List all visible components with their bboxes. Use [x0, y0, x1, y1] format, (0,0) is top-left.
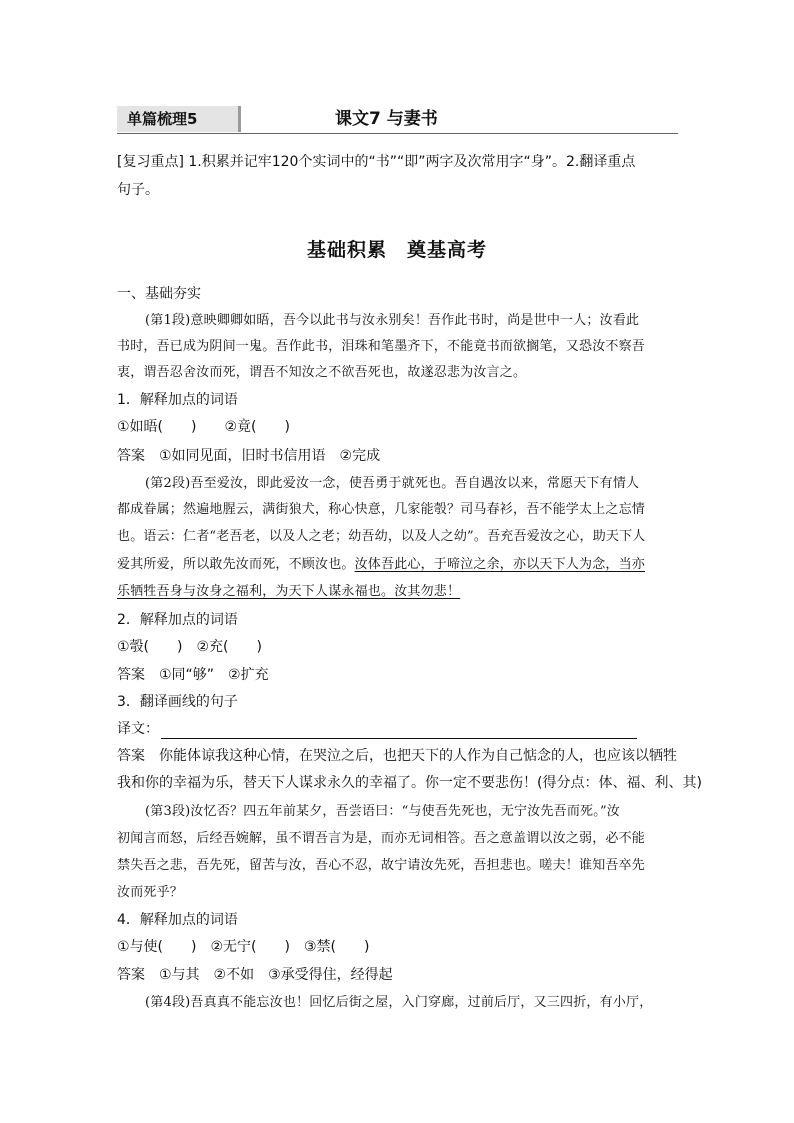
question-2-items: ①彀( ) ②充( )	[117, 639, 262, 655]
lesson-title: 课文7 与妻书	[335, 109, 438, 129]
section-tag: 单篇梳理5	[117, 106, 241, 132]
question-3-answer-line-1: 答案 你能体谅我这种心情，在哭泣之后，也把天下的人作为自己惦念的人，也应该以牺牲	[117, 748, 677, 764]
question-3-title: 3．翻译画线的句子	[117, 694, 238, 710]
question-1-title: 1．解释加点的词语	[117, 392, 238, 408]
passage-2-line-2: 都成眷属；然遍地腥云，满街狼犬，称心快意，几家能彀？司马春衫，吾不能学太上之忘情	[117, 502, 646, 517]
passage-3-line-3: 禁失吾之悲，吾先死，留苦与汝，吾心不忍，故宁请汝先死，吾担悲也。嗟夫！谁知吾卒先	[117, 858, 646, 873]
passage-2-line-3: 也。语云：仁者“老吾老，以及人之老；幼吾幼，以及人之幼”。吾充吾爱汝之心，助天下人	[117, 529, 646, 544]
passage-3-line-4: 汝而死乎？	[117, 885, 184, 900]
passage-2-line-1: (第2段)吾至爱汝，即此爱汝一念，使吾勇于就死也。吾自遇汝以来，常愿天下有情人	[145, 476, 640, 491]
underlined-sentence-part-2: 乐牺牲吾身与汝身之福利，为天下人谋永福也。汝其勿悲！	[117, 584, 461, 599]
question-2-title: 2．解释加点的词语	[117, 612, 238, 628]
passage-3-line-1: (第3段)汝忆否？四五年前某夕，吾尝语曰：“与使吾先死也，无宁汝先吾而死。”汝	[145, 804, 621, 819]
lesson-header	[117, 106, 678, 134]
passage-1-line-2: 书时，吾已成为阴间一鬼。吾作此书，泪珠和笔墨齐下，不能竟书而欲搁笔，又恐汝不察吾	[117, 339, 646, 354]
question-4-title: 4．解释加点的词语	[117, 912, 238, 928]
question-4-items: ①与使( ) ②无宁( ) ③禁( )	[117, 939, 370, 955]
question-3-answer-line-2: 我和你的幸福为乐，替天下人谋求永久的幸福了。你一定不要悲伤！(得分点：体、福、利、其)	[117, 775, 702, 791]
translation-label: 译文：	[117, 721, 159, 737]
part-heading: 一、基础夯实	[117, 286, 201, 302]
translation-answer-line[interactable]	[161, 722, 637, 739]
question-1-items: ①如晤( ) ②竟( )	[117, 419, 290, 435]
passage-3-line-2: 初闻言而怒，后经吾婉解，虽不谓吾言为是，而亦无词相答。吾之意盖谓以汝之弱，必不能	[117, 831, 646, 846]
passage-2-line-4-plain: 爱其所爱，所以敢先汝而死，不顾汝也。	[117, 557, 355, 572]
question-4-answer: 答案 ①与其 ②不如 ③承受得住，经得起	[117, 967, 393, 983]
review-line-2: 句子。	[117, 182, 159, 198]
translation-row	[117, 719, 678, 739]
question-2-answer: 答案 ①同“够” ②扩充	[117, 667, 269, 683]
passage-2-line-4	[117, 555, 678, 575]
underlined-sentence-part-1: 汝体吾此心，于啼泣之余，亦以天下人为念，当亦	[354, 557, 646, 572]
section-title: 基础积累 奠基高考	[306, 239, 487, 261]
review-line-1: [复习重点] 1.积累并记牢120个实词中的“书”“即”两字及次常用字“身”。2.翻译重点	[117, 154, 636, 170]
passage-4-line-1: (第4段)吾真真不能忘汝也！回忆后街之屋，入门穿廊，过前后厅，又三四折，有小厅，	[145, 995, 653, 1010]
header-divider	[117, 133, 678, 134]
question-1-answer: 答案 ①如同见面，旧时书信用语 ②完成	[117, 448, 381, 464]
passage-1-line-1: (第1段)意映卿卿如晤，吾今以此书与汝永别矣！吾作此书时，尚是世中一人；汝看此	[145, 313, 640, 328]
passage-1-line-3: 衷，谓吾忍舍汝而死，谓吾不知汝之不欲吾死也，故遂忍悲为汝言之。	[117, 365, 527, 380]
